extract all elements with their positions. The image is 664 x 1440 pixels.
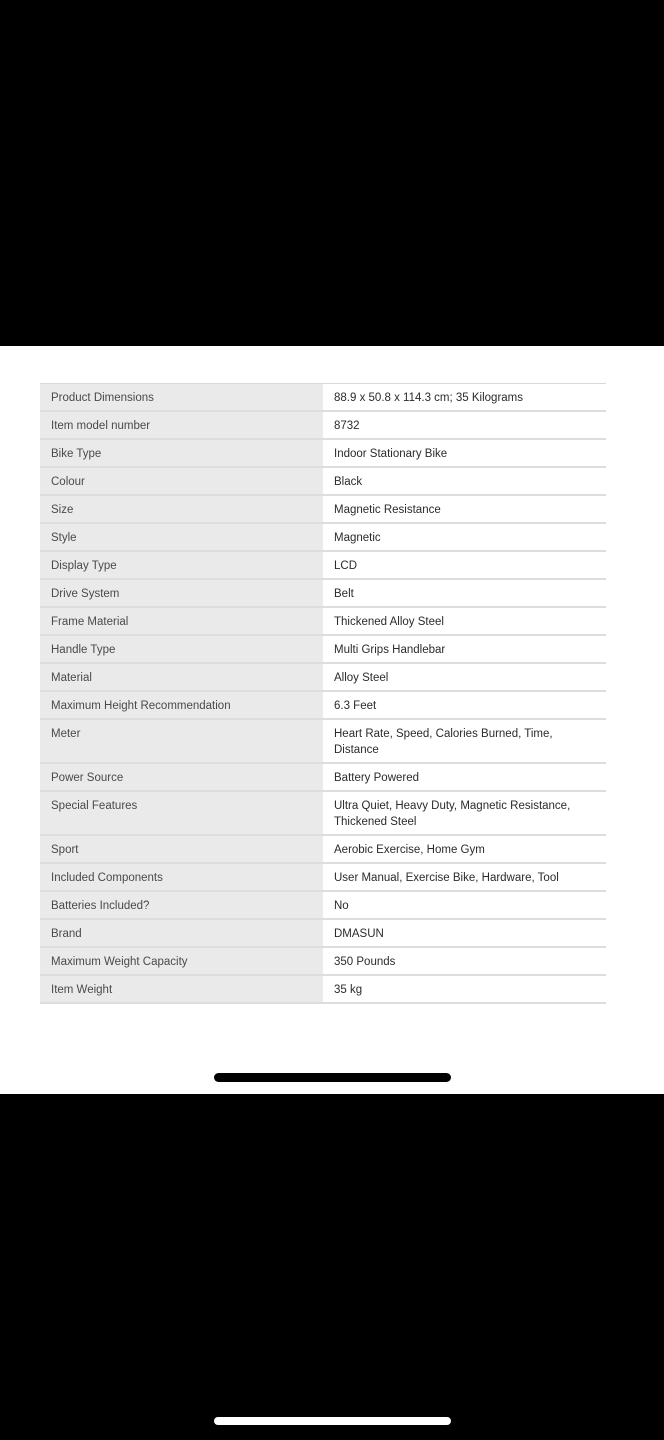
spec-value: Ultra Quiet, Heavy Duty, Magnetic Resistance, Thickened Steel — [323, 792, 606, 834]
spec-value: LCD — [323, 552, 606, 578]
spec-value: Magnetic Resistance — [323, 496, 606, 522]
spec-key: Item Weight — [40, 976, 323, 1002]
spec-key: Colour — [40, 468, 323, 494]
spec-value: Indoor Stationary Bike — [323, 440, 606, 466]
spec-row — [40, 636, 606, 664]
spec-value: No — [323, 892, 606, 918]
spec-value: 350 Pounds — [323, 948, 606, 974]
spec-value: Black — [323, 468, 606, 494]
spec-row — [40, 764, 606, 792]
spec-key: Handle Type — [40, 636, 323, 662]
spec-row — [40, 552, 606, 580]
spec-key: Item model number — [40, 412, 323, 438]
product-specifications-table — [40, 383, 606, 1004]
spec-key: Special Features — [40, 792, 323, 834]
spec-key: Bike Type — [40, 440, 323, 466]
spec-key: Brand — [40, 920, 323, 946]
spec-value: Thickened Alloy Steel — [323, 608, 606, 634]
spec-value: Magnetic — [323, 524, 606, 550]
spec-row — [40, 580, 606, 608]
spec-row — [40, 836, 606, 864]
spec-row — [40, 664, 606, 692]
home-indicator[interactable] — [214, 1417, 451, 1425]
spec-value: Aerobic Exercise, Home Gym — [323, 836, 606, 862]
spec-row — [40, 864, 606, 892]
spec-row — [40, 384, 606, 412]
spec-value: 88.9 x 50.8 x 114.3 cm; 35 Kilograms — [323, 384, 606, 410]
spec-value: Belt — [323, 580, 606, 606]
spec-value: User Manual, Exercise Bike, Hardware, Tool — [323, 864, 606, 890]
spec-row — [40, 412, 606, 440]
spec-value: DMASUN — [323, 920, 606, 946]
spec-row — [40, 948, 606, 976]
spec-key: Included Components — [40, 864, 323, 890]
spec-key: Style — [40, 524, 323, 550]
spec-key: Batteries Included? — [40, 892, 323, 918]
spec-key: Power Source — [40, 764, 323, 790]
spec-value: 35 kg — [323, 976, 606, 1002]
spec-row — [40, 920, 606, 948]
spec-row — [40, 496, 606, 524]
spec-value: 6.3 Feet — [323, 692, 606, 718]
spec-value: Battery Powered — [323, 764, 606, 790]
spec-key: Drive System — [40, 580, 323, 606]
spec-row — [40, 524, 606, 552]
spec-key: Maximum Height Recommendation — [40, 692, 323, 718]
spec-key: Material — [40, 664, 323, 690]
spec-row — [40, 440, 606, 468]
spec-key: Size — [40, 496, 323, 522]
spec-row — [40, 720, 606, 764]
spec-row — [40, 692, 606, 720]
spec-key: Product Dimensions — [40, 384, 323, 410]
spec-row — [40, 608, 606, 636]
spec-row — [40, 792, 606, 836]
spec-value: Multi Grips Handlebar — [323, 636, 606, 662]
spec-key: Meter — [40, 720, 323, 762]
embedded-home-indicator — [214, 1073, 451, 1082]
spec-row — [40, 976, 606, 1004]
spec-key: Display Type — [40, 552, 323, 578]
spec-value: 8732 — [323, 412, 606, 438]
spec-value: Alloy Steel — [323, 664, 606, 690]
spec-row — [40, 468, 606, 496]
product-details-image — [0, 346, 664, 1094]
spec-key: Frame Material — [40, 608, 323, 634]
spec-row — [40, 892, 606, 920]
spec-value: Heart Rate, Speed, Calories Burned, Time, Distance — [323, 720, 606, 762]
spec-key: Sport — [40, 836, 323, 862]
spec-key: Maximum Weight Capacity — [40, 948, 323, 974]
